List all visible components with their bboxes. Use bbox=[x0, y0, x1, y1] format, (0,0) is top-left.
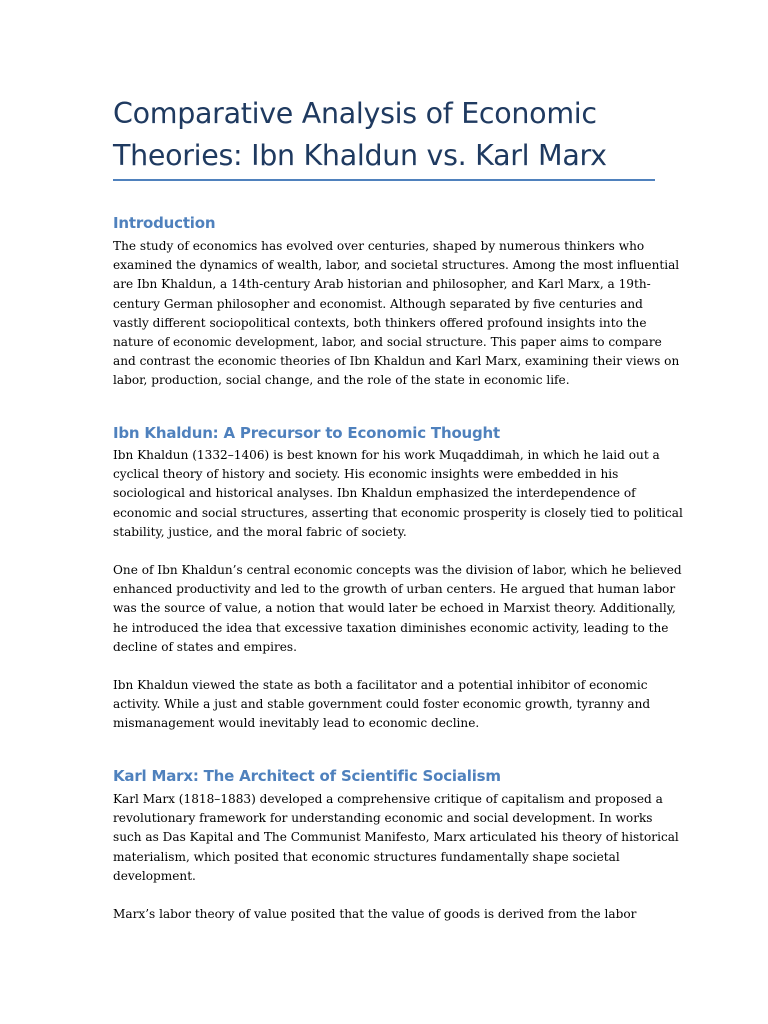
text-line: he introduced the idea that excessive taxation diminishes economic activity, leading to the bbox=[113, 620, 669, 635]
paragraph-khaldun-1 bbox=[113, 446, 683, 542]
section-heading-introduction: Introduction bbox=[113, 214, 216, 232]
text-line: Karl Marx (1818–1883) developed a comprehensive critique of capitalism and proposed a bbox=[113, 792, 663, 806]
paragraph-marx-1 bbox=[113, 790, 679, 886]
text-line: revolutionary framework for understanding economic and social development. In works bbox=[113, 811, 653, 826]
paragraph-khaldun-3 bbox=[113, 676, 658, 734]
paragraph-marx-2 bbox=[113, 905, 658, 924]
text-line: such as Das Kapital and The Communist Manifesto, Marx articulated his theory of historical bbox=[113, 830, 679, 845]
text-line: economic and social structures, asserting that economic prosperity is closely tied to political bbox=[113, 505, 683, 520]
text-line: cyclical theory of history and society. His economic insights were embedded in his bbox=[113, 467, 619, 482]
text-line: enhanced productivity and led to the growth of urban centers. He argued that human labor bbox=[113, 582, 676, 597]
text-line: mismanagement would inevitably lead to economic decline. bbox=[113, 716, 480, 731]
text-line: Ibn Khaldun (1332–1406) is best known for his work Muqaddimah, in which he laid out a bbox=[113, 448, 660, 462]
text-line: nature of economic development, labor, and social structure. This paper aims to compare bbox=[113, 335, 662, 350]
text-line: Ibn Khaldun viewed the state as both a facilitator and a potential inhibitor of economic bbox=[113, 678, 648, 692]
text-line: stability, justice, and the moral fabric of society. bbox=[113, 524, 407, 539]
text-line: Marx’s labor theory of value posited that the value of goods is derived from the labor bbox=[113, 907, 637, 921]
title-underline-rule bbox=[113, 179, 655, 181]
text-line: One of Ibn Khaldun’s central economic concepts was the division of labor, which he believed bbox=[113, 563, 682, 577]
text-line: materialism, which posited that economic structures fundamentally shape societal bbox=[113, 849, 620, 864]
title-line: Theories: Ibn Khaldun vs. Karl Marx bbox=[113, 139, 607, 172]
text-line: are Ibn Khaldun, a 14th-century Arab historian and philosopher, and Karl Marx, a 19th- bbox=[113, 277, 651, 292]
text-line: activity. While a just and stable government could foster economic growth, tyranny and bbox=[113, 697, 651, 712]
text-line: sociological and historical analyses. Ibn Khaldun emphasized the interdependence of bbox=[113, 486, 636, 501]
text-line: vastly different sociopolitical contexts, both thinkers offered profound insights into the bbox=[113, 315, 647, 330]
document-title bbox=[113, 93, 673, 177]
text-line: and contrast the economic theories of Ibn Khaldun and Karl Marx, examining their views on bbox=[113, 354, 680, 369]
text-line: labor, production, social change, and the role of the state in economic life. bbox=[113, 373, 570, 388]
text-line: decline of states and empires. bbox=[113, 639, 297, 654]
section-heading-ibn-khaldun: Ibn Khaldun: A Precursor to Economic Thought bbox=[113, 424, 501, 442]
text-line: century German philosopher and economist. Although separated by five centuries and bbox=[113, 296, 643, 311]
text-line: development. bbox=[113, 868, 196, 883]
paragraph-khaldun-2 bbox=[113, 561, 682, 657]
text-line: was the source of value, a notion that would later be echoed in Marxist theory. Additionally, bbox=[113, 601, 676, 616]
paragraph-introduction bbox=[113, 237, 680, 391]
text-line: The study of economics has evolved over centuries, shaped by numerous thinkers who bbox=[113, 239, 645, 253]
section-heading-karl-marx: Karl Marx: The Architect of Scientific Socialism bbox=[113, 767, 501, 785]
title-line: Comparative Analysis of Economic bbox=[113, 97, 597, 130]
text-line: examined the dynamics of wealth, labor, and societal structures. Among the most influential bbox=[113, 258, 680, 273]
